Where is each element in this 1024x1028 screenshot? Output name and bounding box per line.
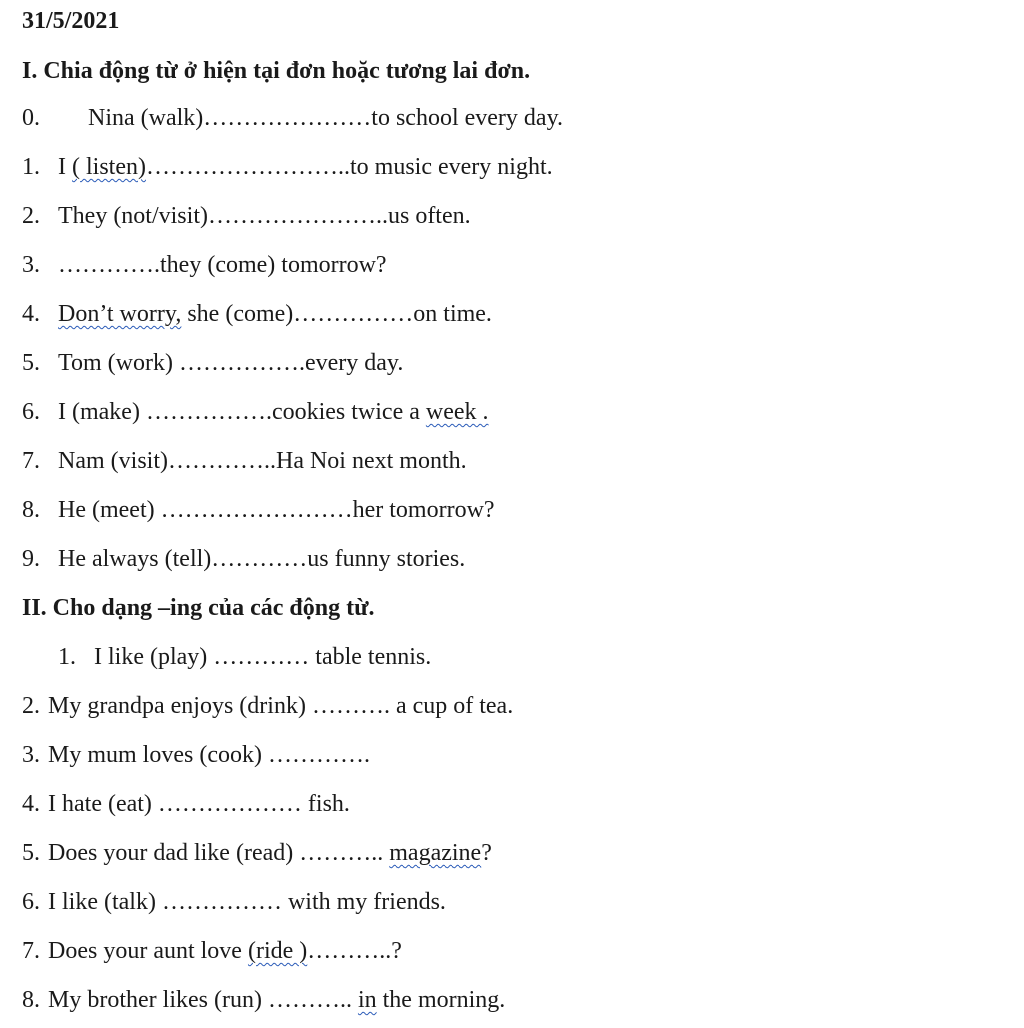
section-2-heading: II. Cho dạng –ing của các động từ.: [22, 595, 375, 621]
item-text: Does your aunt love: [48, 938, 248, 964]
exercise-1-item-5: [22, 348, 403, 378]
spellcheck-marked-text: week .: [425, 399, 489, 425]
item-number: 2.: [22, 203, 40, 229]
item-number: 2.: [22, 693, 40, 719]
item-text: Nina (walk)…………………to school every day.: [88, 105, 564, 131]
item-number: 3.: [22, 252, 40, 278]
item-number: 4.: [22, 301, 40, 327]
item-number: 8.: [22, 497, 40, 523]
exercise-1-item-9: [22, 544, 465, 574]
item-text: I (make) …………….cookies twice a: [58, 399, 426, 425]
item-number: 4.: [22, 791, 40, 817]
item-text-rest: ……………………..to music every night.: [145, 154, 553, 180]
spellcheck-marked-text: in: [357, 987, 377, 1013]
item-text-rest: she (come)……………on time.: [181, 301, 492, 327]
item-text: He always (tell)…………us funny stories.: [58, 546, 466, 572]
exercise-1-item-2: [22, 201, 471, 231]
spellcheck-marked-text: Don’t worry,: [58, 301, 182, 327]
item-number: 9.: [22, 546, 40, 572]
item-text: He (meet) ……………………her tomorrow?: [58, 497, 495, 523]
item-number: 7.: [22, 448, 40, 474]
exercise-1-item-8: [22, 495, 495, 525]
spellcheck-marked-text: (ride ): [247, 938, 308, 964]
item-text: My mum loves (cook) ………….: [48, 742, 370, 768]
exercise-1-item-7: [22, 446, 467, 476]
exercise-2-item-3: [22, 740, 370, 770]
item-number: 3.: [22, 742, 40, 768]
item-text: My grandpa enjoys (drink) ………. a cup of tea.: [48, 693, 514, 719]
exercise-2-item-1: [58, 642, 431, 672]
exercise-1-item-6: [22, 397, 489, 427]
item-text: I like (play) ………… table tennis.: [94, 644, 432, 670]
item-text: Nam (visit)…………..Ha Noi next month.: [58, 448, 467, 474]
exercise-1-item-4: [22, 299, 492, 329]
document-date: 31/5/2021: [22, 8, 120, 34]
item-text: ………….they (come) tomorrow?: [58, 252, 387, 278]
exercise-1-item-0: [22, 103, 563, 133]
item-text: My brother likes (run) ………..: [48, 987, 358, 1013]
item-number: 7.: [22, 938, 40, 964]
item-number: 1.: [58, 644, 76, 670]
exercise-1-item-3: [22, 250, 387, 280]
item-text: I hate (eat) ……………… fish.: [48, 791, 350, 817]
item-text: I like (talk) …………… with my friends.: [48, 889, 446, 915]
item-number: 5.: [22, 840, 40, 866]
item-number: 1.: [22, 154, 40, 180]
exercise-2-item-4: [22, 789, 350, 819]
item-number: 0.: [22, 105, 40, 131]
item-text-rest: ………..?: [307, 938, 402, 964]
item-text: They (not/visit)…………………..us often.: [58, 203, 471, 229]
item-number: 8.: [22, 987, 40, 1013]
item-text-rest: ?: [481, 840, 492, 866]
item-text: Tom (work) …………….every day.: [58, 350, 404, 376]
item-number: 5.: [22, 350, 40, 376]
item-text: Does your dad like (read) ………..: [48, 840, 390, 866]
item-number: 6.: [22, 399, 40, 425]
exercise-2-item-7: [22, 936, 402, 966]
item-text: I: [58, 154, 72, 180]
exercise-2-item-8: [22, 985, 505, 1015]
item-number: 6.: [22, 889, 40, 915]
spellcheck-marked-text: ( listen): [72, 154, 146, 180]
exercise-1-item-1: [22, 152, 553, 182]
exercise-2-item-5: [22, 838, 492, 868]
item-text-rest: the morning.: [376, 987, 506, 1013]
spellcheck-marked-text: magazine: [389, 840, 482, 866]
exercise-2-item-2: [22, 691, 513, 721]
exercise-2-item-6: [22, 887, 446, 917]
section-1-heading: I. Chia động từ ở hiện tại đơn hoặc tương lai đơn.: [22, 58, 531, 84]
